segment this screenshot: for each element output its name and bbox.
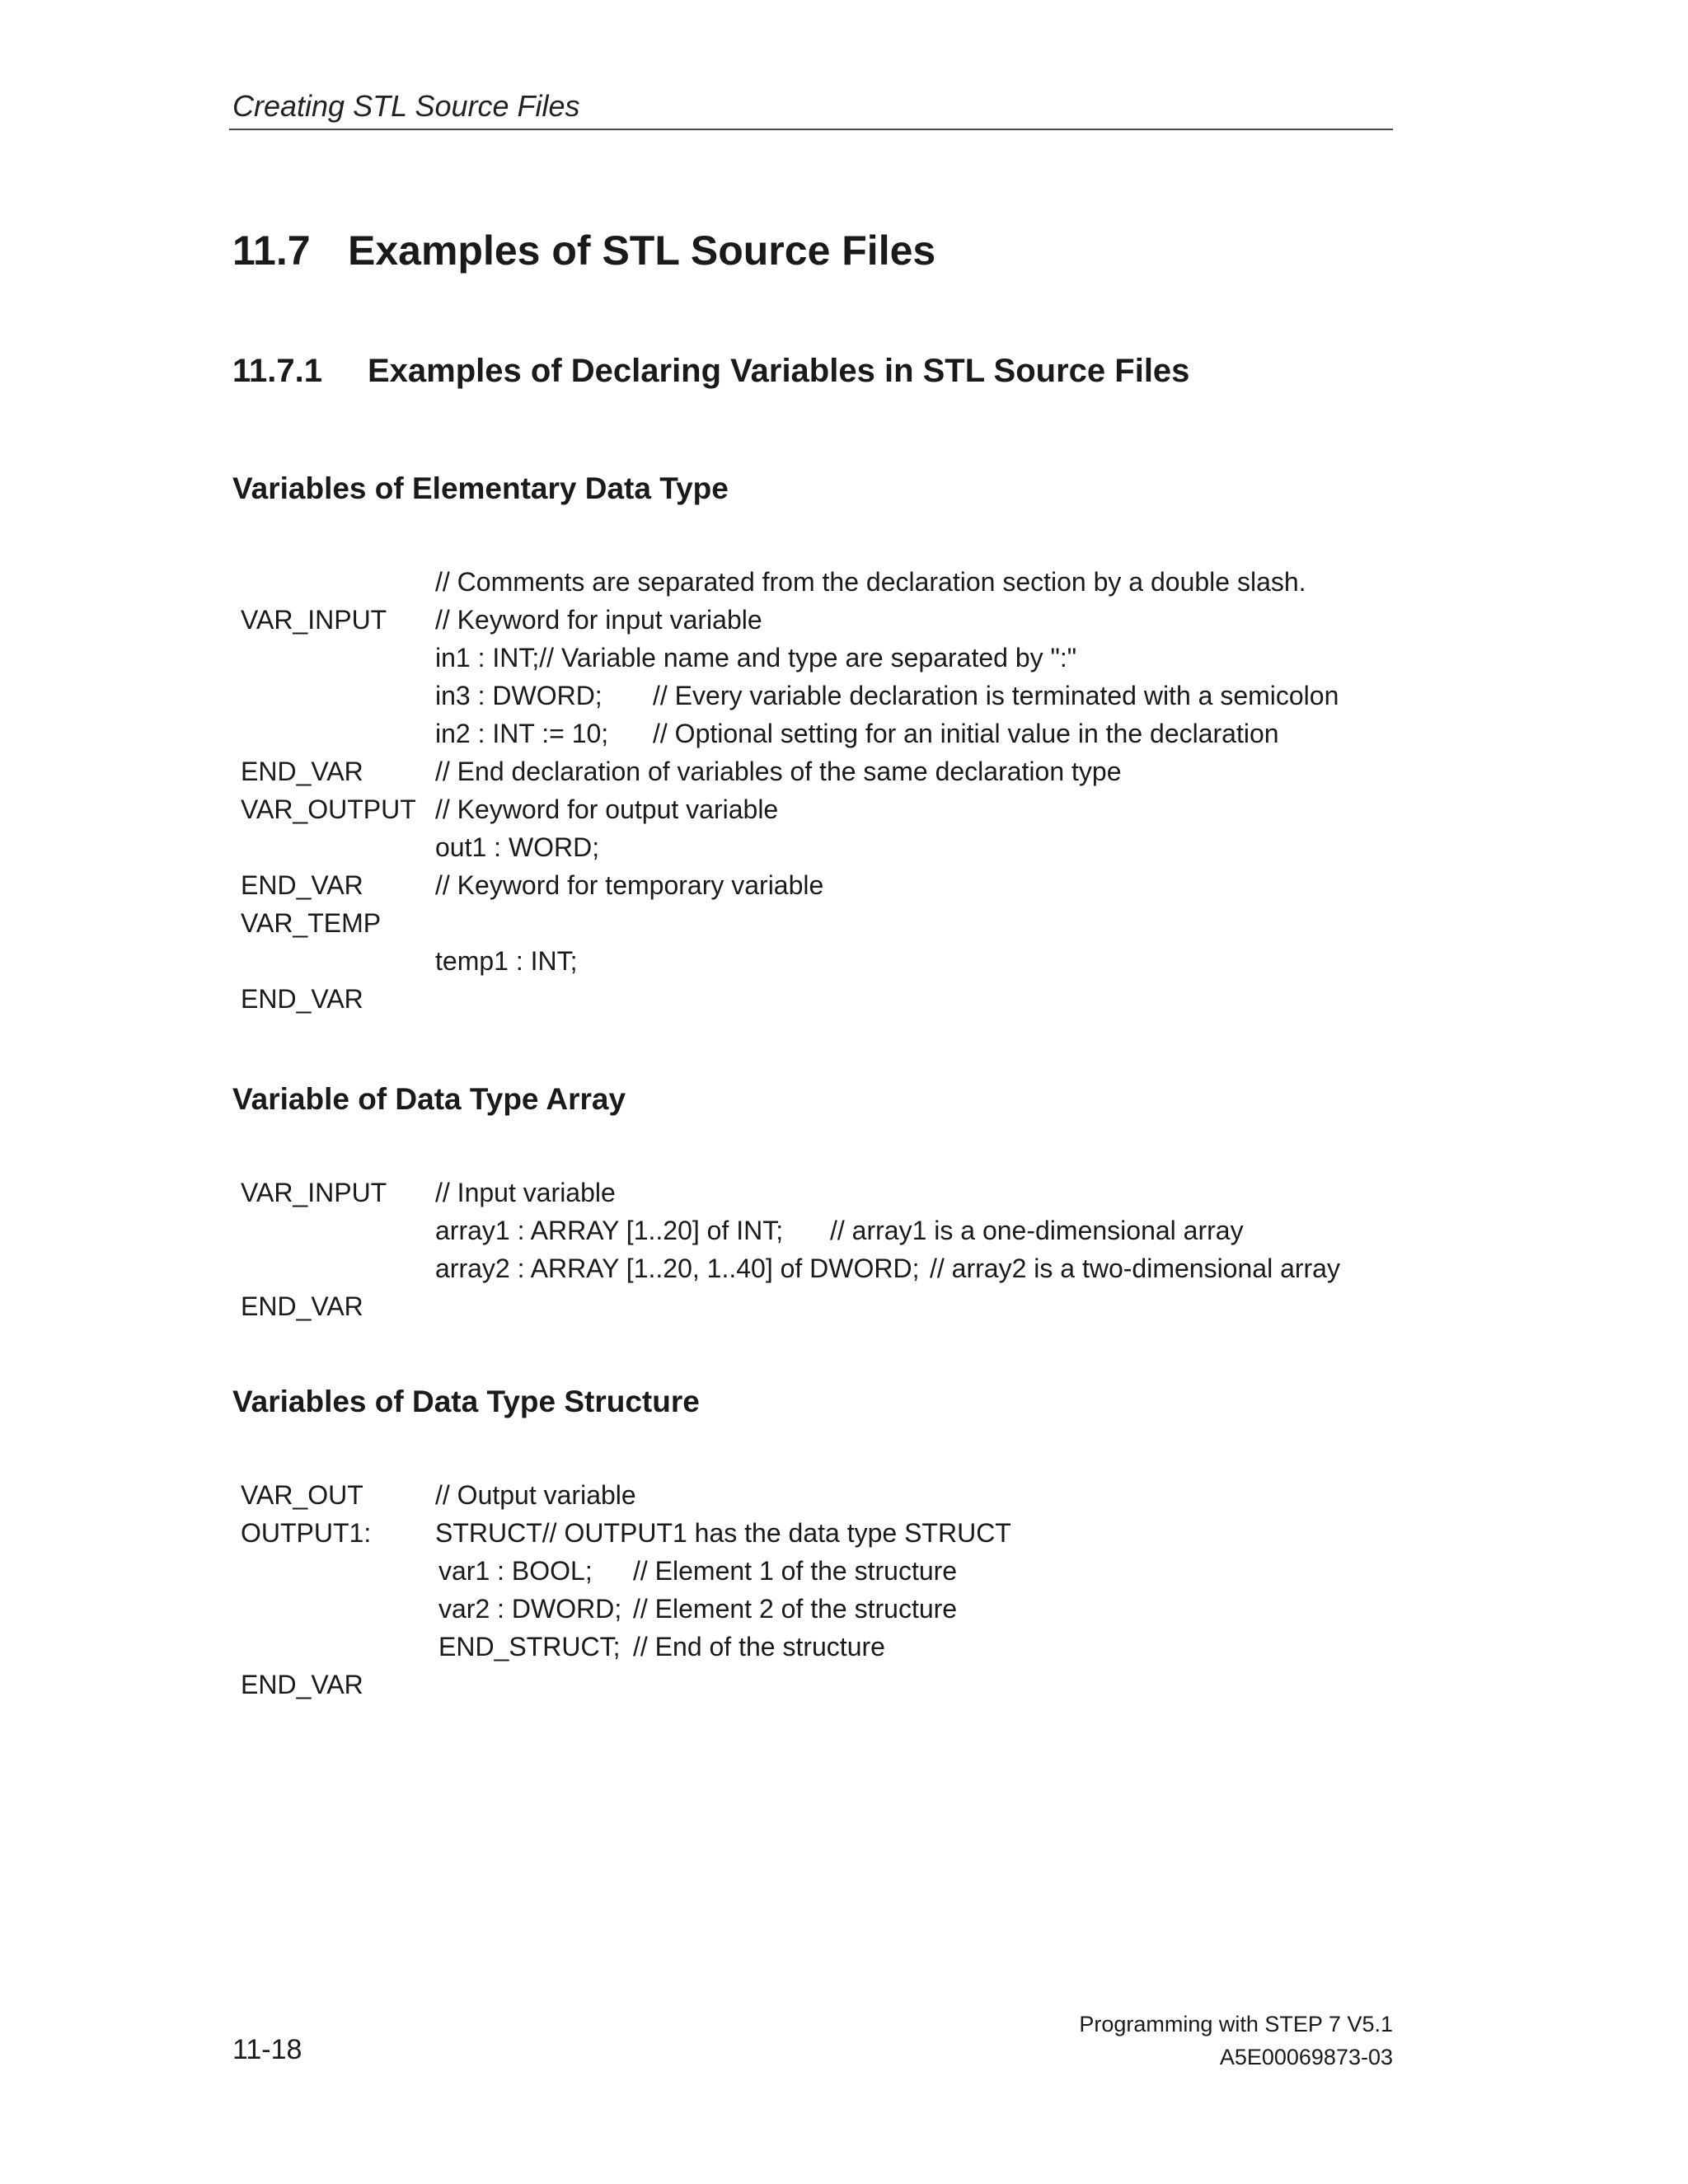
- declaration: // Output variable: [435, 1480, 636, 1510]
- declaration: in2 : INT := 10;: [435, 719, 609, 748]
- comment: // array2 is a two-dimensional array: [930, 1254, 1340, 1283]
- keyword: VAR_OUTPUT: [241, 794, 416, 824]
- keyword: END_VAR: [241, 1291, 363, 1321]
- running-header: Creating STL Source Files: [232, 89, 580, 123]
- declaration: // Comments are separated from the declaration section by a double slash.: [435, 567, 1306, 597]
- declaration: temp1 : INT;: [435, 946, 578, 976]
- subsection-title: Examples of Declaring Variables in STL Source Files: [368, 353, 1190, 389]
- section-number: 11.7: [232, 227, 311, 274]
- keyword: VAR_INPUT: [241, 605, 387, 635]
- declaration: // Keyword for temporary variable: [435, 870, 824, 900]
- declaration: in1 : INT;// Variable name and type are separated by ":": [435, 643, 1077, 673]
- declaration: var1 : BOOL;: [438, 1556, 593, 1586]
- declaration: var2 : DWORD;: [438, 1594, 622, 1624]
- doc-id: A5E00069873-03: [1219, 2045, 1393, 2069]
- header-rule: [229, 129, 1393, 130]
- array-heading: Variable of Data Type Array: [232, 1082, 626, 1116]
- comment: // Optional setting for an initial value in the declaration: [653, 719, 1279, 748]
- keyword: VAR_INPUT: [241, 1178, 387, 1207]
- comment: // array1 is a one-dimensional array: [830, 1216, 1244, 1245]
- footer-doc-info: [1079, 2008, 1393, 2074]
- keyword: OUTPUT1:: [241, 1518, 372, 1548]
- declaration: // Input variable: [435, 1178, 616, 1207]
- declaration: array2 : ARRAY [1..20, 1..40] of DWORD;: [435, 1254, 920, 1283]
- declaration: array1 : ARRAY [1..20] of INT;: [435, 1216, 784, 1245]
- subsection-number: 11.7.1: [232, 353, 323, 389]
- declaration: in3 : DWORD;: [435, 681, 603, 710]
- declaration: // End declaration of variables of the same declaration type: [435, 757, 1122, 786]
- comment: // Every variable declaration is terminated with a semicolon: [653, 681, 1339, 710]
- elementary-heading: Variables of Elementary Data Type: [232, 471, 729, 505]
- keyword: END_VAR: [241, 757, 363, 786]
- comment: // Element 2 of the structure: [633, 1594, 958, 1624]
- keyword: END_VAR: [241, 984, 363, 1014]
- section-title: Examples of STL Source Files: [348, 227, 936, 274]
- declaration: out1 : WORD;: [435, 832, 600, 862]
- keyword: END_VAR: [241, 1670, 363, 1699]
- comment: // End of the structure: [633, 1632, 885, 1661]
- keyword: VAR_TEMP: [241, 908, 382, 938]
- declaration: STRUCT// OUTPUT1 has the data type STRUCT: [435, 1518, 1011, 1548]
- book-title: Programming with STEP 7 V5.1: [1079, 2012, 1393, 2036]
- comment: // Element 1 of the structure: [633, 1556, 958, 1586]
- declaration: END_STRUCT;: [438, 1632, 621, 1661]
- declaration: // Keyword for input variable: [435, 605, 762, 635]
- structure-heading: Variables of Data Type Structure: [232, 1385, 700, 1418]
- page-number: 11-18: [232, 2034, 302, 2065]
- keyword: END_VAR: [241, 870, 363, 900]
- keyword: VAR_OUT: [241, 1480, 363, 1510]
- declaration: // Keyword for output variable: [435, 794, 779, 824]
